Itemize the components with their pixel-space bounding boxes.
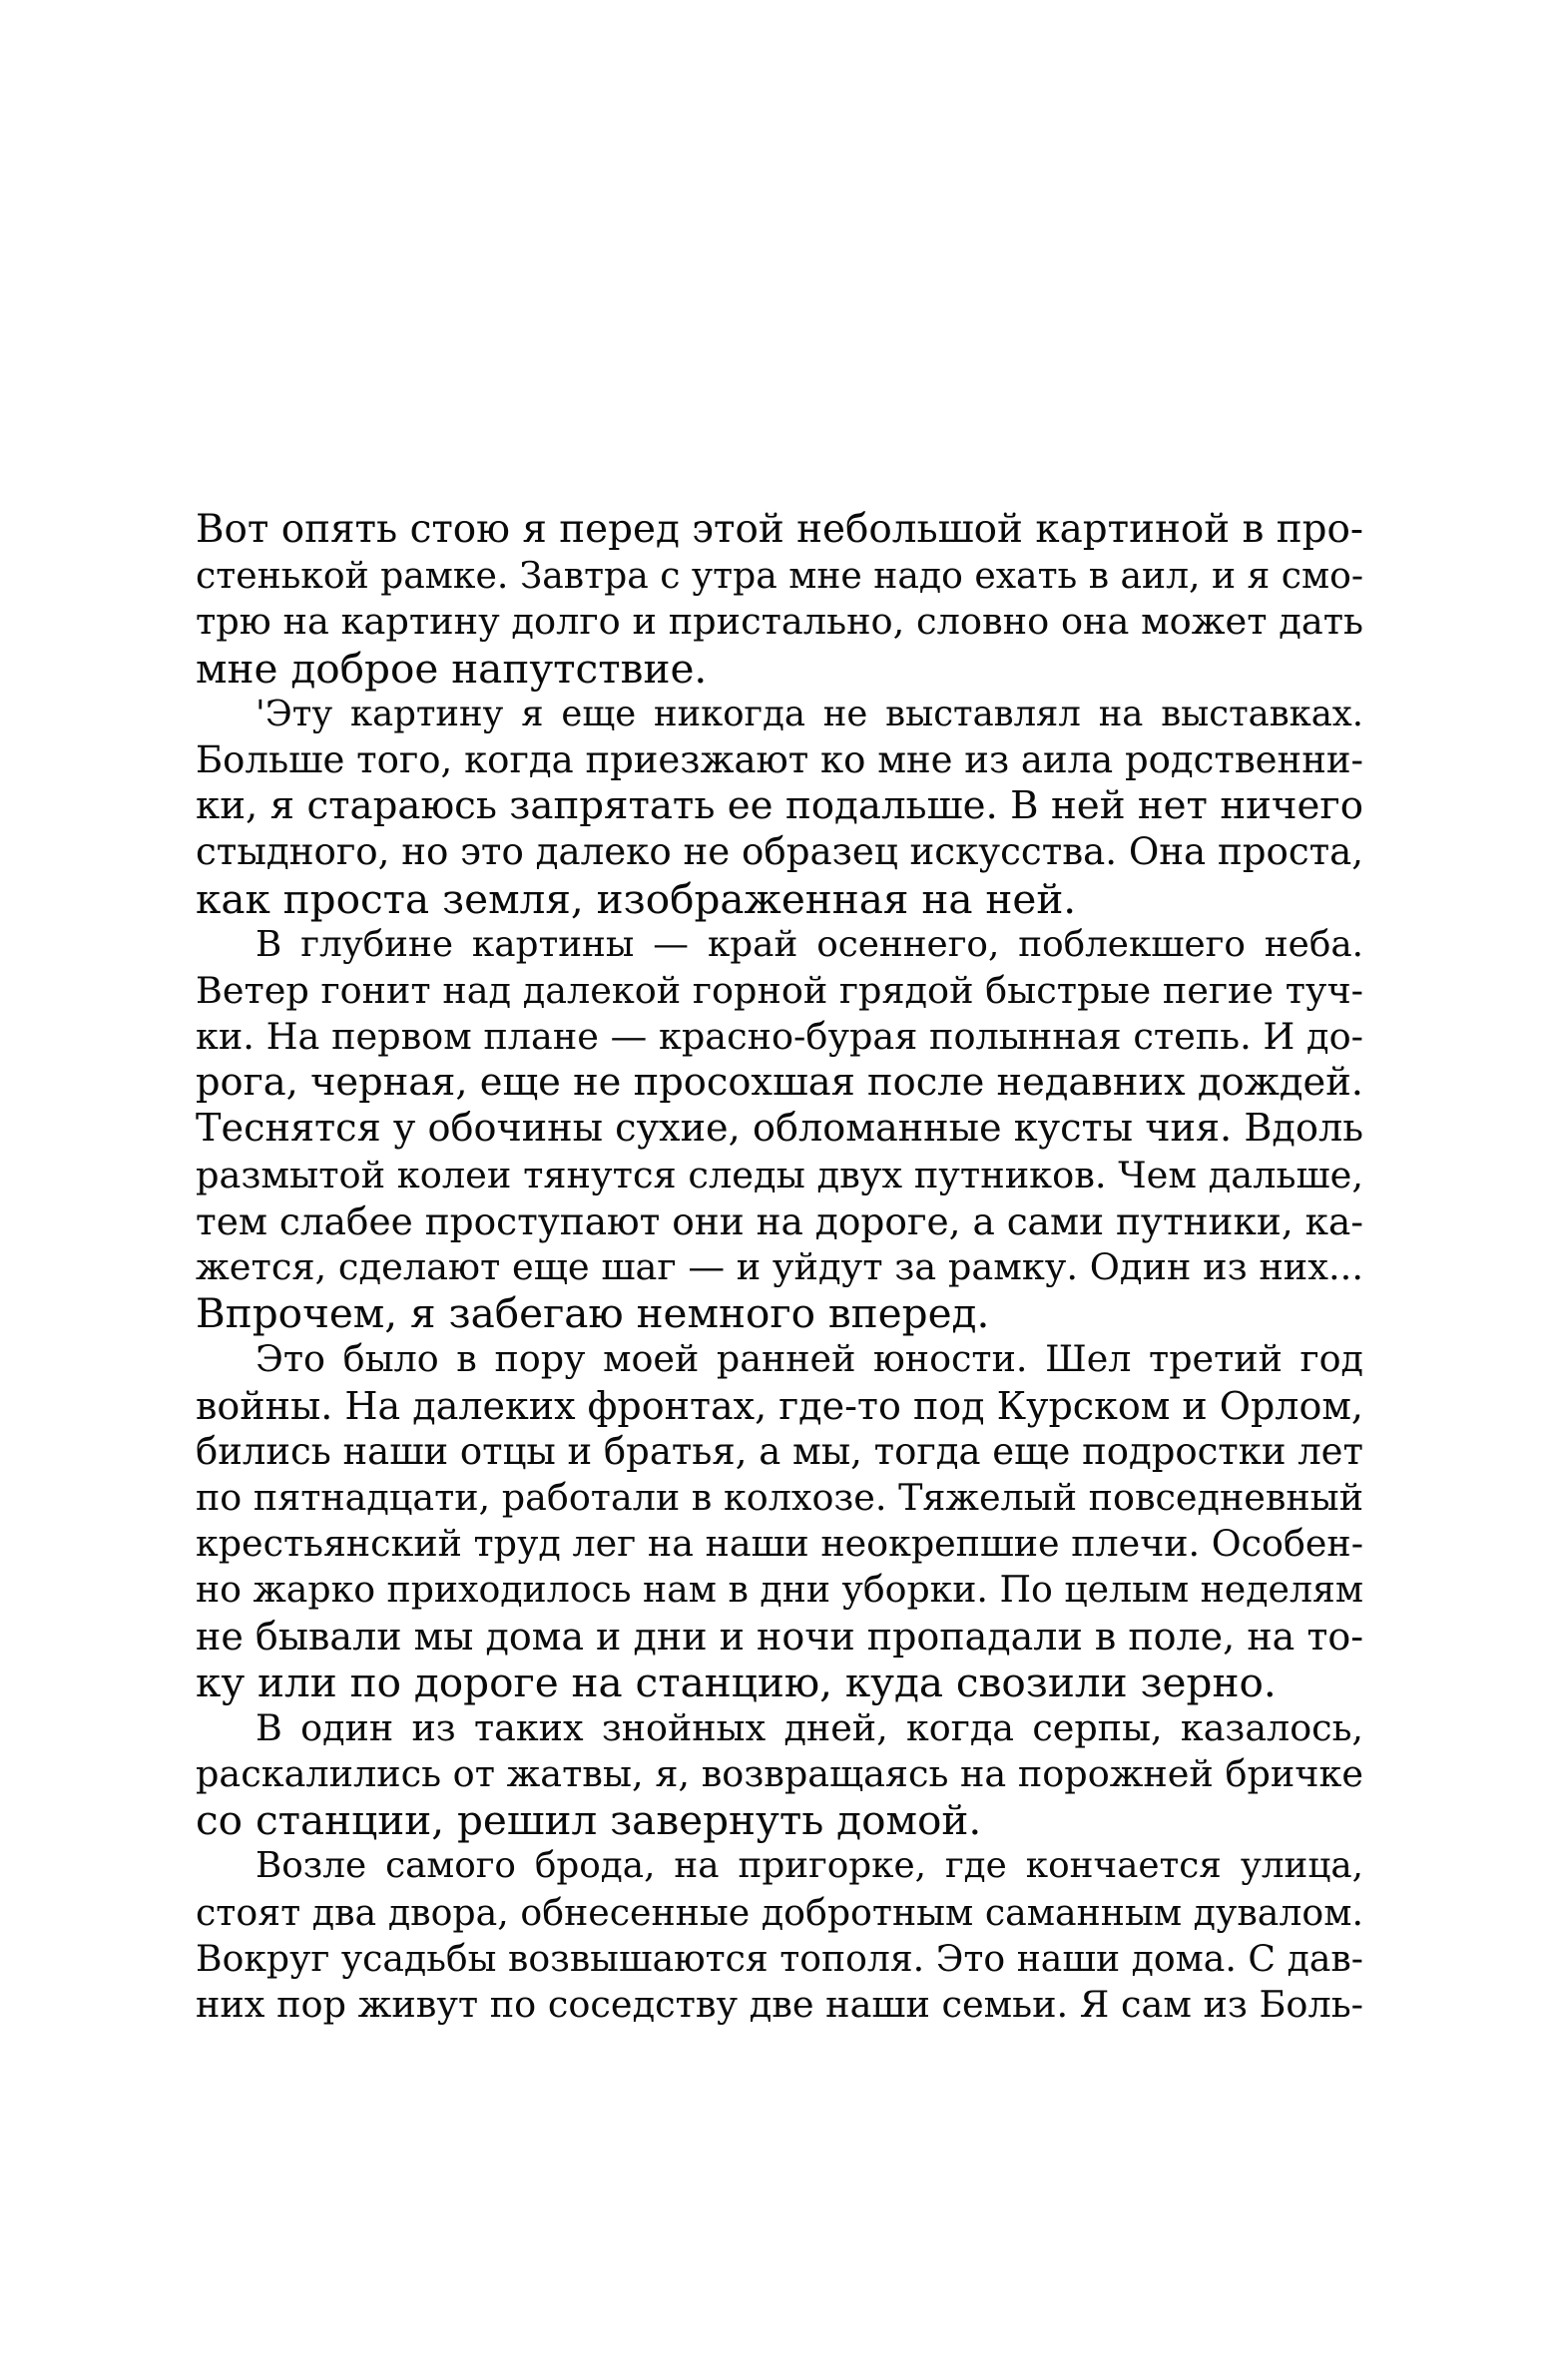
page-body-text	[196, 507, 1363, 2028]
text-line: трю на картину долго и пристально, словно она может дать	[196, 600, 1363, 644]
text-line: Больше того, когда приезжают ко мне из аила родственни-	[196, 737, 1363, 781]
paragraph	[196, 507, 1363, 692]
text-line: 'Эту картину я еще никогда не выставлял на выставках.	[256, 693, 1363, 734]
text-line: стыдного, но это далеко не образец искусства. Она проста,	[196, 830, 1363, 874]
text-line: не бывали мы дома и дни и ночи пропадали в поле, на то-	[196, 1614, 1363, 1659]
paragraph	[196, 922, 1363, 1337]
paragraph	[196, 1843, 1363, 2028]
text-line: мне доброе напутствие.	[196, 645, 708, 692]
text-line: стоят два двора, обнесенные добротным саманным дувалом.	[196, 1890, 1363, 1934]
text-line: рога, черная, еще не просохшая после недавних дождей.	[196, 1060, 1363, 1106]
text-line: со станции, решил завернуть домой.	[196, 1797, 982, 1844]
text-line: Вокруг усадьбы возвышаются тополя. Это наши дома. С дав-	[196, 1936, 1363, 1980]
text-line: Впрочем, я забегаю немного вперед.	[196, 1290, 990, 1337]
text-line: В глубине картины — край осеннего, поблекшего неба.	[256, 923, 1363, 965]
text-line: бились наши отцы и братья, а мы, тогда еще подростки лет	[196, 1429, 1363, 1473]
text-line: Это было в пору моей ранней юности. Шел третий год	[256, 1337, 1363, 1381]
text-line: Вот опять стою я перед этой небольшой картиной в про-	[196, 507, 1363, 552]
text-line: войны. На далеких фронтах, где-то под Курском и Орлом,	[196, 1383, 1363, 1428]
text-line: как проста земля, изображенная на ней.	[196, 875, 1077, 922]
text-line: стенькой рамке. Завтра с утра мне надо ехать в аил, и я смо-	[196, 554, 1363, 598]
text-line: Возле самого брода, на пригорке, где кончается улица,	[256, 1845, 1363, 1887]
text-line: но жарко приходилось нам в дни уборки. По целым неделям	[196, 1568, 1363, 1612]
text-line: них пор живут по соседству две наши семьи. Я сам из Боль-	[196, 1983, 1363, 2026]
text-line: ки. На первом плане — красно-бурая полынная степь. И до-	[196, 1015, 1363, 1059]
text-line: Ветер гонит над далекой горной грядой быстрые пегие туч-	[196, 968, 1363, 1012]
paragraph	[196, 1336, 1363, 1705]
text-line: В один из таких знойных дней, когда серпы, казалось,	[256, 1705, 1363, 1749]
text-line: размытой колеи тянутся следы двух путников. Чем дальше,	[196, 1153, 1363, 1196]
text-line: по пятнадцати, работали в колхозе. Тяжелый повседневный	[196, 1475, 1363, 1519]
text-line: тем слабее проступают они на дороге, а сами путники, ка-	[196, 1198, 1363, 1243]
text-line: Теснятся у обочины сухие, обломанные кусты чия. Вдоль	[196, 1107, 1363, 1152]
text-line: ки, я стараюсь запрятать ее подальше. В ней нет ничего	[196, 783, 1363, 829]
text-line: раскалились от жатвы, я, возвращаясь на порожней бричке	[196, 1752, 1363, 1796]
text-line: жется, сделают еще шаг — и уйдут за рамку. Один из них...	[196, 1245, 1363, 1288]
paragraph	[196, 1705, 1363, 1844]
paragraph	[196, 692, 1363, 922]
text-line: ку или по дороге на станцию, куда свозили зерно.	[196, 1659, 1277, 1705]
text-line: крестьянский труд лег на наши неокрепшие плечи. Особен-	[196, 1522, 1363, 1566]
